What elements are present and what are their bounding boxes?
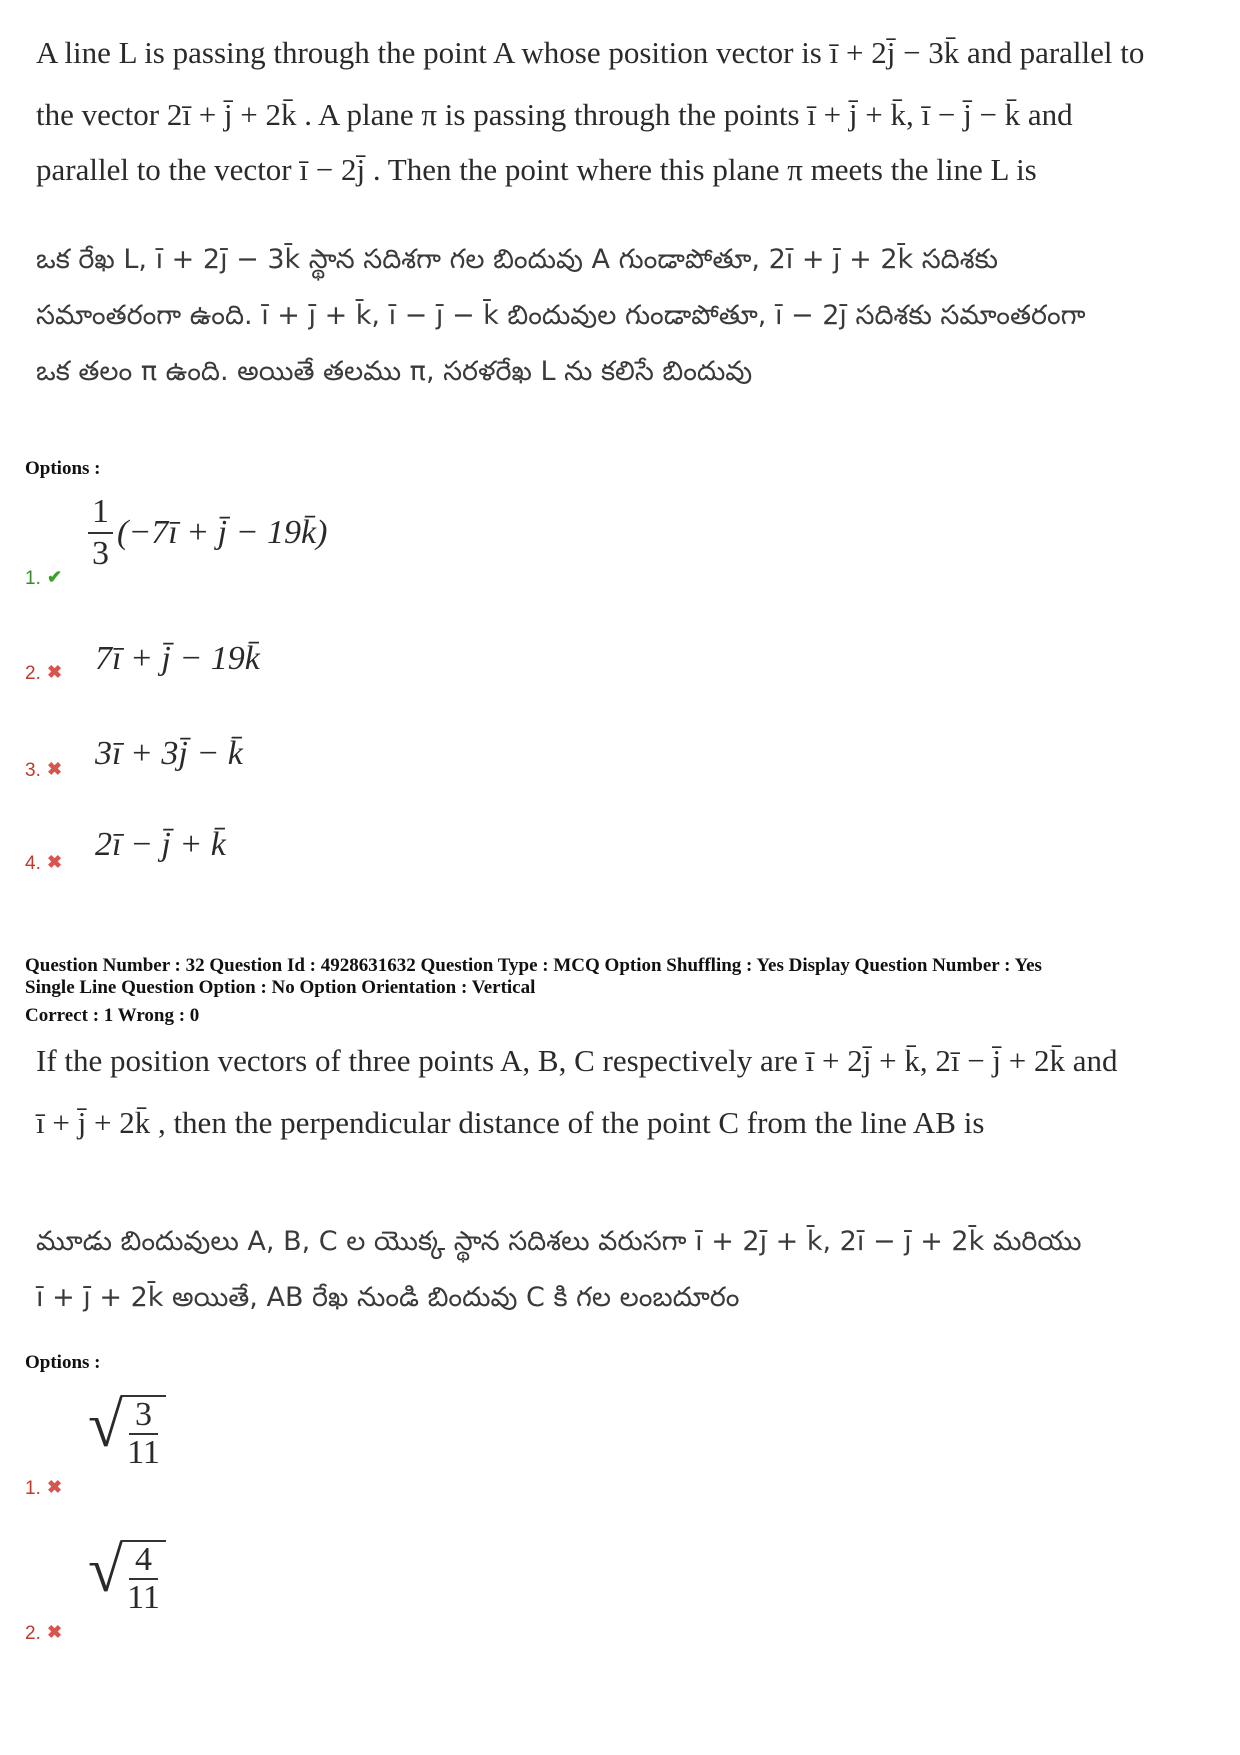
q31-option-1-formula bbox=[88, 492, 327, 574]
q32-english-line-2: ī + j̄ + 2k̄ , then the perpendicular distance of the point C from the line AB is bbox=[36, 1105, 985, 1140]
q31-telugu-line-1: ఒక రేఖ L, ī + 2j̄ − 3k̄ స్థాన సదిశగా గల బిందువు A గుండాపోతూ, 2ī + j̄ + 2k̄ సదిశకు bbox=[36, 244, 999, 275]
q31-english-line-1: A line L is passing through the point A whose position vector is ī + 2j̄ − 3k̄ and parallel to bbox=[36, 35, 1145, 70]
fraction-numerator: 1 bbox=[88, 492, 113, 534]
q31-english-text bbox=[36, 22, 1216, 194]
check-icon: ✔ bbox=[47, 567, 63, 587]
q31-telugu-line-2: సమాంతరంగా ఉంది. ī + j̄ + k̄, ī − j̄ − k̄ బిందువుల గుండాపోతూ, ī − 2j̄ సదిశకు సమాంతరంగా bbox=[36, 300, 1086, 331]
q31-option-3 bbox=[25, 722, 83, 782]
q31-telugu-text bbox=[36, 232, 1216, 400]
square-root bbox=[88, 1530, 166, 1616]
q32-english-line-1: If the position vectors of three points A, B, C respectively are ī + 2j̄ + k̄, 2ī − j̄ + 2k̄ and bbox=[36, 1043, 1118, 1078]
q32-metadata bbox=[25, 955, 1225, 999]
option-number: 1. bbox=[25, 568, 41, 589]
q32-telugu-line-1: మూడు బిందువులు A, B, C ల యొక్క స్థాన సదిశలు వరుసగా ī + 2j̄ + k̄, 2ī − j̄ + 2k̄ మరియు bbox=[36, 1226, 1082, 1257]
option-expression: (−7ī + j̄ − 19k̄) bbox=[117, 514, 328, 551]
cross-icon: ✖ bbox=[47, 759, 63, 779]
q32-meta-line-1: Question Number : 32 Question Id : 4928631632 Question Type : MCQ Option Shuffling : Yes Display Question Number : Yes bbox=[25, 955, 1042, 976]
cross-icon: ✖ bbox=[47, 1477, 63, 1497]
q31-telugu-line-3: ఒక తలం π ఉంది. అయితే తలము π, సరళరేఖ L ను కలిసే బిందువు bbox=[36, 356, 753, 387]
q32-telugu-line-2: ī + j̄ + 2k̄ అయితే, AB రేఖ నుండి బిందువు C కి గల లంబదూరం bbox=[36, 1282, 740, 1313]
fraction-denominator: 3 bbox=[92, 535, 109, 572]
q31-options-label: Options : bbox=[25, 458, 101, 479]
cross-icon: ✖ bbox=[47, 852, 63, 872]
cross-icon: ✖ bbox=[47, 662, 63, 682]
q31-english-line-3: parallel to the vector ī − 2j̄ . Then the point where this plane π meets the line L is bbox=[36, 152, 1037, 187]
fraction-denominator: 11 bbox=[127, 1434, 160, 1471]
q32-option-2-formula bbox=[88, 1530, 166, 1616]
q32-option-1 bbox=[25, 1440, 83, 1500]
option-number: 4. bbox=[25, 853, 41, 874]
q31-option-2 bbox=[25, 625, 83, 685]
q32-meta-line-2: Single Line Question Option : No Option Orientation : Vertical bbox=[25, 977, 536, 998]
q31-option-4-formula: 2ī − j̄ + k̄ bbox=[95, 826, 226, 863]
radicand bbox=[121, 1540, 166, 1616]
fraction bbox=[88, 492, 113, 574]
radical-sign-icon: √ bbox=[88, 1534, 124, 1605]
q31-option-4 bbox=[25, 815, 83, 875]
q31-english-line-2: the vector 2ī + j̄ + 2k̄ . A plane π is passing through the points ī + j̄ + k̄, ī − j̄ − k̄ and bbox=[36, 97, 1073, 132]
q32-marks: Correct : 1 Wrong : 0 bbox=[25, 1005, 200, 1026]
radical-sign-icon: √ bbox=[88, 1389, 124, 1460]
option-number: 2. bbox=[25, 1623, 41, 1644]
q32-option-1-formula bbox=[88, 1385, 166, 1471]
q32-telugu-text bbox=[36, 1214, 1236, 1326]
square-root bbox=[88, 1385, 166, 1471]
option-number: 1. bbox=[25, 1478, 41, 1499]
radicand bbox=[121, 1395, 166, 1471]
q31-option-2-formula: 7ī + j̄ − 19k̄ bbox=[95, 640, 260, 677]
fraction-denominator: 11 bbox=[127, 1579, 160, 1616]
cross-icon: ✖ bbox=[47, 1622, 63, 1642]
q32-english-text bbox=[36, 1030, 1236, 1154]
option-number: 2. bbox=[25, 663, 41, 684]
q31-option-3-formula: 3ī + 3j̄ − k̄ bbox=[95, 735, 243, 772]
option-number: 3. bbox=[25, 760, 41, 781]
fraction-numerator: 3 bbox=[129, 1397, 158, 1435]
q31-option-1 bbox=[25, 530, 83, 590]
fraction-numerator: 4 bbox=[129, 1542, 158, 1580]
q32-option-2 bbox=[25, 1585, 83, 1645]
q32-options-label: Options : bbox=[25, 1352, 101, 1373]
